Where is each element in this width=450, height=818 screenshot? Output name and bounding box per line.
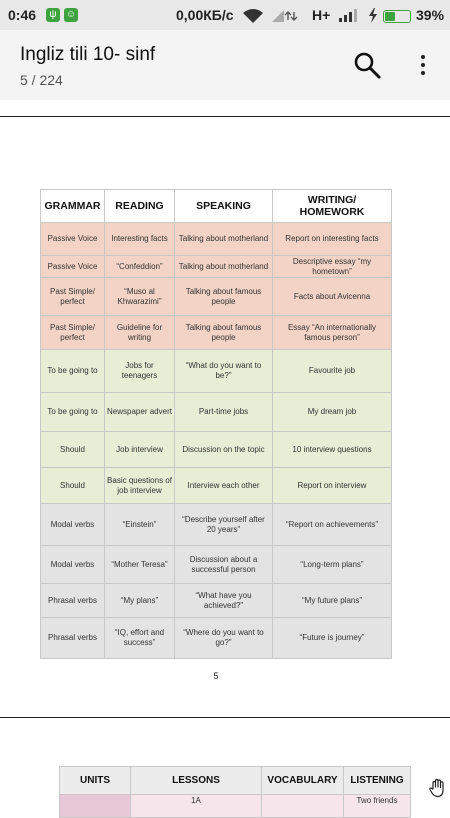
table-cell: Discussion about a successful person — [175, 546, 273, 584]
table-cell: “Muso al Khwarazimi” — [105, 278, 175, 316]
table-cell: Talking about famous people — [175, 316, 273, 350]
table-row — [41, 432, 392, 468]
table-cell: “Confeddion” — [105, 256, 175, 278]
header-units: UNITS — [60, 767, 131, 795]
table-cell: 1A — [131, 795, 262, 818]
table-cell: Guideline for writing — [105, 316, 175, 350]
table-cell: Passive Voice — [41, 223, 105, 256]
table-row — [41, 316, 392, 350]
signal-sim2-icon — [338, 8, 358, 23]
table-cell: “My future plans” — [273, 584, 392, 618]
table-cell: “Einstein” — [105, 504, 175, 546]
table-cell: “Future is journey” — [273, 618, 392, 659]
header-vocabulary: VOCABULARY — [262, 767, 344, 795]
document-title: Ingliz tili 10- sinf — [20, 44, 156, 65]
table-cell: “Report on achievements” — [273, 504, 392, 546]
table-cell: Interview each other — [175, 468, 273, 504]
table-cell: My dream job — [273, 393, 392, 432]
table-cell: Talking about famous people — [175, 278, 273, 316]
hand-pan-icon[interactable] — [428, 778, 448, 798]
table-cell: Past Simple/ perfect — [41, 316, 105, 350]
table-row — [41, 350, 392, 393]
header-reading: READING — [105, 190, 175, 223]
status-network-speed: 0,00КБ/с — [176, 7, 234, 23]
table-cell: Favourite job — [273, 350, 392, 393]
search-icon[interactable] — [352, 50, 382, 80]
table-cell: Descriptive essay “my hometown” — [273, 256, 392, 278]
table-cell: 10 interview questions — [273, 432, 392, 468]
header-writing-homework: WRITING/ HOMEWORK — [273, 190, 392, 223]
table-header-row — [41, 190, 392, 223]
status-bar — [0, 0, 450, 30]
battery-percent: 39% — [416, 7, 445, 23]
table-cell: Report on interesting facts — [273, 223, 392, 256]
table-cell: Discussion on the topic — [175, 432, 273, 468]
table-row — [41, 546, 392, 584]
table-row — [41, 468, 392, 504]
table-cell: “What do you want to be?” — [175, 350, 273, 393]
signal-sim1-icon — [270, 8, 300, 23]
header-grammar: GRAMMAR — [41, 190, 105, 223]
app-bar — [0, 30, 450, 100]
table-cell: Phrasal verbs — [41, 584, 105, 618]
table-cell: Newspaper advert — [105, 393, 175, 432]
table-cell — [262, 795, 344, 818]
header-speaking: SPEAKING — [175, 190, 273, 223]
header-lessons: LESSONS — [131, 767, 262, 795]
table-cell: Basic questions of job interview — [105, 468, 175, 504]
table-row — [41, 223, 392, 256]
network-type: H+ — [312, 7, 331, 23]
table-row — [41, 393, 392, 432]
table-cell: Passive Voice — [41, 256, 105, 278]
header-listening: LISTENING — [344, 767, 411, 795]
table-cell: Phrasal verbs — [41, 618, 105, 659]
table-cell: “Mother Teresa” — [105, 546, 175, 584]
table-cell: “Where do you want to go?” — [175, 618, 273, 659]
table-cell: Essay “An internationally famous person” — [273, 316, 392, 350]
page-separator — [0, 116, 450, 117]
status-time: 0:46 — [8, 7, 37, 23]
usb-notification-icon: ψ — [46, 8, 60, 22]
table-cell: To be going to — [41, 393, 105, 432]
table-cell: “Long-term plans” — [273, 546, 392, 584]
page-number: 5 — [213, 671, 219, 681]
table-cell: Talking about motherland — [175, 256, 273, 278]
table-cell: “IQ, effort and success” — [105, 618, 175, 659]
table-cell: Facts about Avicenna — [273, 278, 392, 316]
table-cell: “What have you achieved?” — [175, 584, 273, 618]
table-cell: Jobs for teenagers — [105, 350, 175, 393]
table-cell: Modal verbs — [41, 504, 105, 546]
table-row — [41, 618, 392, 659]
battery-level — [385, 12, 395, 21]
page-indicator: 5 / 224 — [20, 72, 63, 88]
charging-icon — [368, 8, 378, 23]
table-cell: Part-time jobs — [175, 393, 273, 432]
table-header-row — [60, 767, 411, 795]
table-cell: Interesting facts — [105, 223, 175, 256]
table-row — [41, 504, 392, 546]
table-cell: Talking about motherland — [175, 223, 273, 256]
more-options-icon[interactable] — [410, 50, 436, 80]
curriculum-table — [40, 189, 392, 659]
table-cell: Modal verbs — [41, 546, 105, 584]
table-cell — [60, 795, 131, 818]
table-cell: Report on interview — [273, 468, 392, 504]
table-row — [41, 278, 392, 316]
page-separator — [0, 717, 450, 718]
table-row — [60, 795, 411, 818]
table-row — [41, 256, 392, 278]
table-cell: Should — [41, 432, 105, 468]
table-cell: Two friends — [344, 795, 411, 818]
android-notification-icon: ☺ — [65, 9, 77, 20]
table-cell: “Describe yourself after 20 years” — [175, 504, 273, 546]
battery-icon — [383, 10, 411, 23]
wifi-icon — [242, 8, 264, 23]
table-cell: “My plans” — [105, 584, 175, 618]
next-page-table — [59, 766, 411, 818]
table-cell: To be going to — [41, 350, 105, 393]
table-cell: Past Simple/ perfect — [41, 278, 105, 316]
table-row — [41, 584, 392, 618]
table-cell: Should — [41, 468, 105, 504]
table-cell: Job interview — [105, 432, 175, 468]
